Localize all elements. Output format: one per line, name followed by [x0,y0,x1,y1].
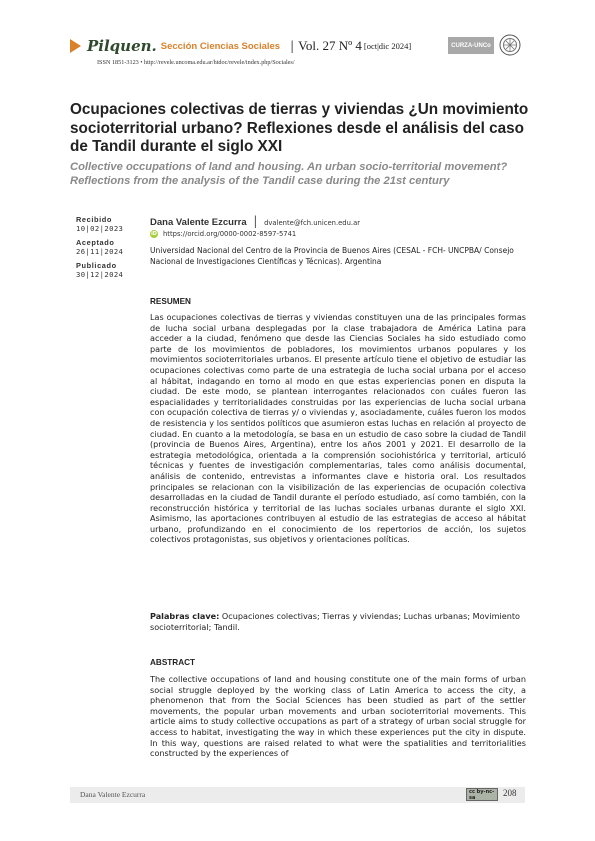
resumen-text: Las ocupaciones colectivas de tierras y viviendas constituyen una de las principales formas de lucha social urbana desplegadas por la clase trabajadora de América Latina para acceder a la ciudad, fenómeno que desde las Ciencias Sociales ha sido estudiado como parte de los movimientos de pobladores, los movimientos urbanos populares y los movimientos socioterritoriales urbanos. El presente artículo tiene el objetivo de estudiar las ocupaciones colectivas como parte de una estrategia de lucha social urbana por el acceso al hábitat, indagando en torno al modo en que estas experiencias ponen en disputa la ciudad. De este modo, se plantean interrogantes relacionados con cuáles fueron las espacialidades y territorialidades construidas por las experiencias de lucha social urbana con ocupación colectiva de tierras y/ o viviendas y, asociadamente, cuáles fueron los modos de resistencia y los sentidos políticos que asumieron estas luchas en relación al proyecto de ciudad. En cuanto a la metodología, se basa en un estudio de caso sobre la ciudad de Tandil (provincia de Buenos Aires, Argentina), entre los años 2001 y 2021. El desarrollo de la estrategia metodológica, orientada a la comprensión sociohistórica y territorial, articuló técnicas y fuentes de investigación complementarias, tales como análisis documental, análisis de contenido, entrevistas a informantes clave e historia oral. Los resultados principales se relacionan con la visibilización de las experiencias de ocupación colectiva desarrolladas en la ciudad de Tandil durante el período estudiado, así como también, con la reconstrucción histórica y territorial de las luchas sociales urbanas durante el siglo XXI. Asimismo, las aportaciones contribuyen al estudio de las estrategias de acceso al hábitat urbano, profundizando en el conocimiento de los repertorios de acción, los sujetos colectivos protagonistas, sus objetivos y orientaciones políticas. [150,312,526,545]
accepted-label: Aceptado [76,238,115,247]
journal-volume: Vol. 27 Nº 4 [298,38,362,53]
received-date: 10|02|2023 [76,224,124,233]
dates-block [76,215,138,284]
logo-arrow-icon [70,39,81,53]
keywords-list: Ocupaciones colectivas; Tierras y viviendas; Luchas urbanas; Movimiento socioterritorial; Tandil. [150,611,520,632]
journal-logo: Pilquen. [87,37,157,55]
keywords [150,611,526,632]
author-line [150,216,530,229]
cc-license-icon[interactable] [466,788,498,801]
resumen-heading: RESUMEN [150,297,191,306]
abstract-heading: ABSTRACT [150,658,196,667]
footer-author: Dana Valente Ezcurra [80,790,146,799]
orcid-link[interactable]: https://orcid.org/0000-0002-8597-5741 [163,230,297,238]
article-title: Ocupaciones colectivas de tierras y viviendas ¿Un movimiento socioterritorial urbano? Reflexiones desde el análisis del caso de Tandil durante el siglo XXI [70,101,529,155]
orcid-icon: iD [151,231,157,237]
received-label: Recibido [76,215,113,224]
page-number: 208 [503,788,517,798]
journal-section: Sección Ciencias Sociales [160,40,281,52]
abstract-text: The collective occupations of land and housing constitute one of the main forms of urban social struggle deployed by the working class of Latin America to access the city, a phenomenon that from the Social Sciences has been studied as part of the settler movements, the popular urban movements and urban socioterritorial movements. This article aims to study collective occupations as part of a strategy of urban social struggle for access to habitat, investigating the way in which these experiences put the city in dispute. In this way, questions are raised related to what were the spatialities and territorialities constructed by the experiences of [150,674,526,759]
journal-volume-date: [oct|dic 2024] [363,41,412,51]
article-subtitle: Collective occupations of land and housing. An urban socio-territorial movement? Reflections from the analysis of the Tandil case during the 21st century [70,161,508,187]
cc-license-text: cc by-nc-sa [469,788,495,801]
issn-line: ISSN 1851-3123 • http://revele.uncoma.edu.ar/htdoc/revele/index.php/Sociales/ [97,59,295,66]
author-email-link[interactable]: dvalente@fch.unicen.edu.ar [264,219,361,227]
university-seal-icon [499,34,521,56]
author-name: Dana Valente Ezcurra [150,217,247,228]
published-label: Publicado [76,261,117,270]
accepted-date: 26|11|2024 [76,247,124,256]
author-block [150,216,530,267]
keywords-label: Palabras clave: [150,611,220,621]
partner-badge: CURZA-UNCo [448,37,494,54]
author-affiliation: Universidad Nacional del Centro de la Provincia de Buenos Aires (CESAL - FCH- UNCPBA/ Consejo Nacional de Investigaciones Científicas y Técnicas). Argentina [150,246,514,266]
header-separator: | [290,39,295,53]
author-separator: | [253,214,258,228]
orcid-line [150,230,530,238]
published-date: 30|12|2024 [76,270,124,279]
